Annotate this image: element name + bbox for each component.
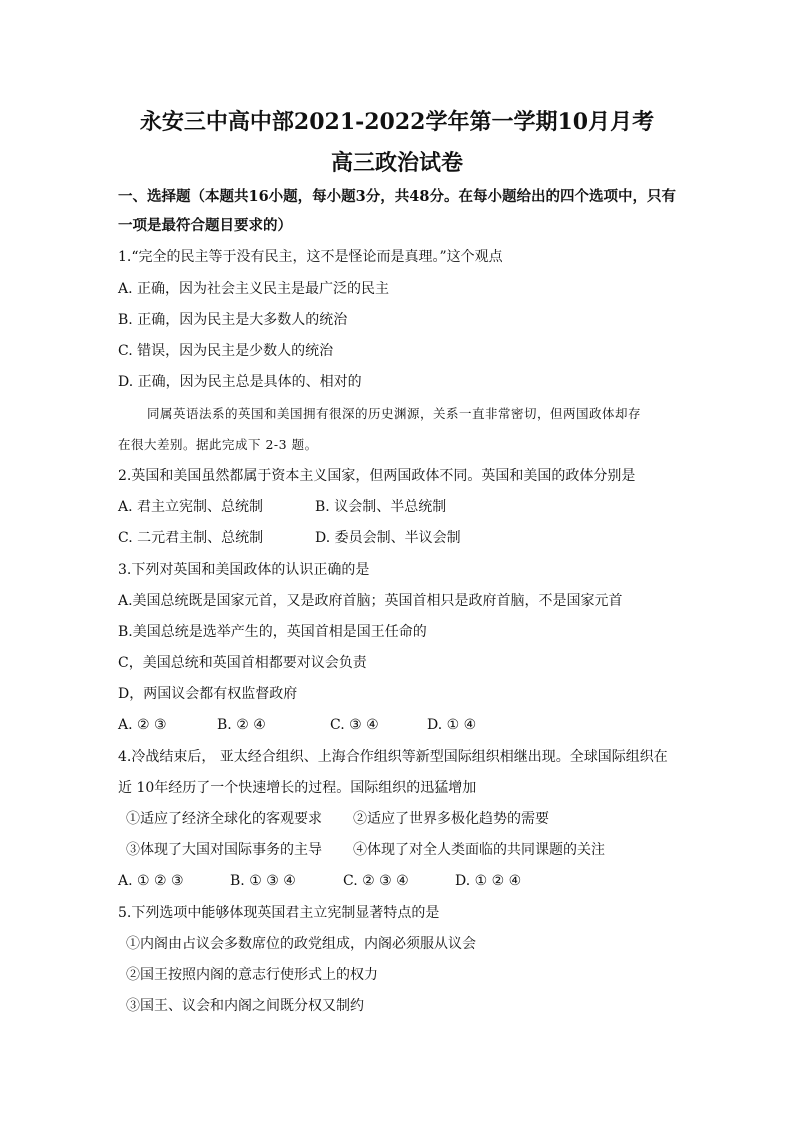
q1-option-d: D. 正确，因为民主总是具体的、相对的 bbox=[118, 374, 362, 390]
q4-statement-3: ③体现了大国对国际事务的主导 bbox=[126, 842, 322, 858]
q3-option-b: B. ② ④ bbox=[217, 717, 266, 733]
exam-title: 永安三中高中部2021-2022学年第一学期10月月考 bbox=[139, 109, 655, 135]
q3-statement-2: B.美国总统是选举产生的，英国首相是国王任命的 bbox=[118, 624, 427, 640]
q5-stem: 5.下列选项中能够体现英国君主立宪制显著特点的是 bbox=[118, 905, 440, 921]
q4-option-b: B. ① ③ ④ bbox=[230, 873, 296, 889]
q1-option-b: B. 正确，因为民主是大多数人的统治 bbox=[118, 312, 348, 328]
q5-statement-2: ②国王按照内阁的意志行使形式上的权力 bbox=[126, 967, 378, 983]
section-heading-line1: 一、选择题（本题共16小题，每小题3分，共48分。在每小题给出的四个选项中，只有 bbox=[118, 188, 676, 205]
q2-option-a: A. 君主立宪制、总统制 bbox=[118, 499, 264, 515]
exam-subtitle: 高三政治试卷 bbox=[330, 150, 463, 176]
q1-stem: 1.“完全的民主等于没有民主，这不是怪论而是真理。”这个观点 bbox=[118, 249, 503, 265]
q4-statement-4: ④体现了对全人类面临的共同课题的关注 bbox=[353, 842, 605, 858]
q3-option-a: A. ② ③ bbox=[118, 717, 167, 733]
q2-option-d: D. 委员会制、半议会制 bbox=[315, 530, 461, 546]
q1-option-c: C. 错误，因为民主是少数人的统治 bbox=[118, 343, 334, 359]
q2-option-c: C. 二元君主制、总统制 bbox=[118, 530, 264, 546]
q5-statement-1: ①内阁由占议会多数席位的政党组成，内阁必须服从议会 bbox=[126, 936, 476, 952]
material-line2: 在很大差别。据此完成下 2-3 题。 bbox=[118, 437, 318, 452]
q3-option-c: C. ③ ④ bbox=[330, 717, 379, 733]
q3-statement-4: D，两国议会都有权监督政府 bbox=[118, 686, 298, 702]
q1-option-a: A. 正确，因为社会主义民主是最广泛的民主 bbox=[118, 281, 390, 297]
q2-stem: 2.英国和美国虽然都属于资本主义国家，但两国政体不同。英国和美国的政体分别是 bbox=[118, 468, 636, 484]
q2-option-b: B. 议会制、半总统制 bbox=[315, 499, 447, 515]
q3-stem: 3.下列对英国和美国政体的认识正确的是 bbox=[118, 562, 370, 578]
q3-statement-1: A.美国总统既是国家元首，又是政府首脑；英国首相只是政府首脑，不是国家元首 bbox=[118, 593, 623, 609]
section-heading-line2: 一项是最符合题目要求的） bbox=[118, 217, 292, 234]
q4-stem-line2: 近 10年经历了一个快速增长的过程。国际组织的迅猛增加 bbox=[118, 780, 477, 796]
q4-option-a: A. ① ② ③ bbox=[118, 873, 184, 889]
q4-statement-2: ②适应了世界多极化趋势的需要 bbox=[353, 811, 549, 827]
material-line1: 同属英语法系的英国和美国拥有很深的历史渊源，关系一直非常密切，但两国政体却存 bbox=[147, 406, 642, 421]
q4-statement-1: ①适应了经济全球化的客观要求 bbox=[126, 811, 322, 827]
q3-option-d: D. ① ④ bbox=[427, 717, 477, 733]
q4-option-c: C. ② ③ ④ bbox=[343, 873, 409, 889]
q5-statement-3: ③国王、议会和内阁之间既分权又制约 bbox=[126, 998, 364, 1014]
q4-stem-line1: 4.冷战结束后， 亚太经合组织、上海合作组织等新型国际组织相继出现。全球国际组织在 bbox=[118, 749, 668, 765]
q4-option-d: D. ① ② ④ bbox=[455, 873, 522, 889]
q3-statement-3: C，美国总统和英国首相都要对议会负责 bbox=[118, 655, 367, 671]
